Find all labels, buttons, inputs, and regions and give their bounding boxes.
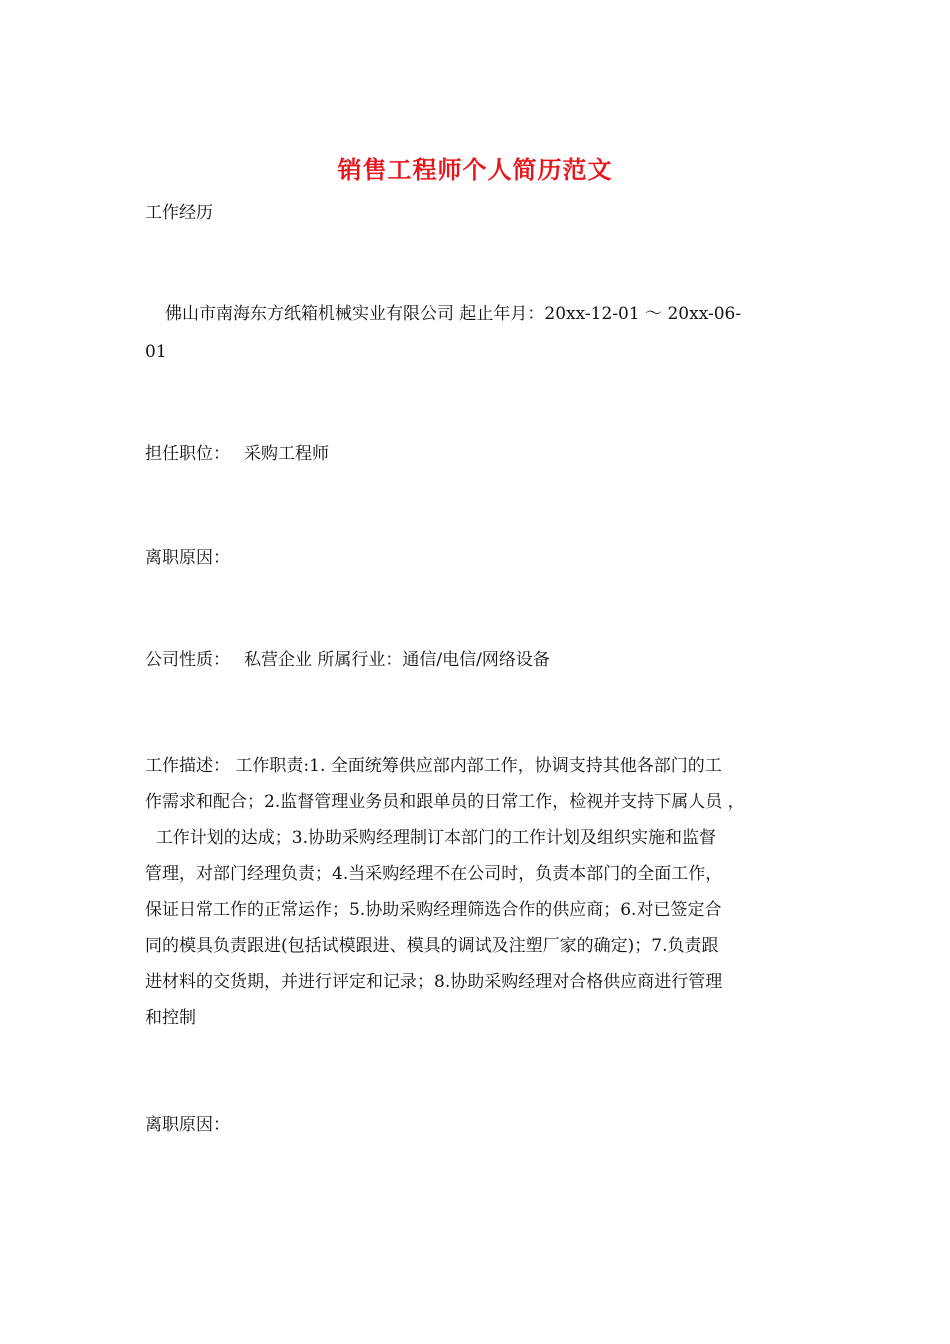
document-title: 销售工程师个人简历范文 [337,155,613,184]
company-type-value: 私营企业 所属行业：通信/电信/网络设备 [244,650,550,670]
work-desc-line: 工作描述： 工作职责:1. 全面统筹供应部内部工作，协调支持其他各部门的工 [145,756,722,776]
position-row [145,436,810,472]
position-value: 采购工程师 [244,444,329,464]
leave-reason-label-1: 离职原因： [145,548,230,568]
work-desc-line: 同的模具负责跟进(包括试模跟进、模具的调试及注塑厂家的确定)；7.负责跟 [145,936,719,956]
leave-reason-label-2: 离职原因： [145,1115,230,1135]
work-desc-line: 和控制 [145,1008,196,1028]
position-label: 担任职位： [145,444,230,464]
work-desc-line: 工作计划的达成；3.协助采购经理制订本部门的工作计划及组织实施和监督 [145,828,717,848]
section-heading-work-experience: 工作经历 [145,203,213,223]
work-desc-line: 进材料的交货期，并进行评定和记录；8.协助采购经理对合格供应商进行管理 [145,972,723,992]
work-desc-line: 作需求和配合；2.监督管理业务员和跟单员的日常工作，检视并支持下属人员 ， [145,792,745,812]
work-desc-line: 管理，对部门经理负责；4.当采购经理不在公司时，负责本部门的全面工作， [145,864,723,884]
company-type-row [145,642,810,678]
company-line: 佛山市南海东方纸箱机械实业有限公司 起止年月：20xx-12-01 ～ 20xx-06- [165,304,742,324]
work-desc-line: 保证日常工作的正常运作；5.协助采购经理筛选合作的供应商；6.对已签定合 [145,900,722,920]
company-line-continued: 01 [145,342,167,362]
company-type-label: 公司性质： [145,650,230,670]
